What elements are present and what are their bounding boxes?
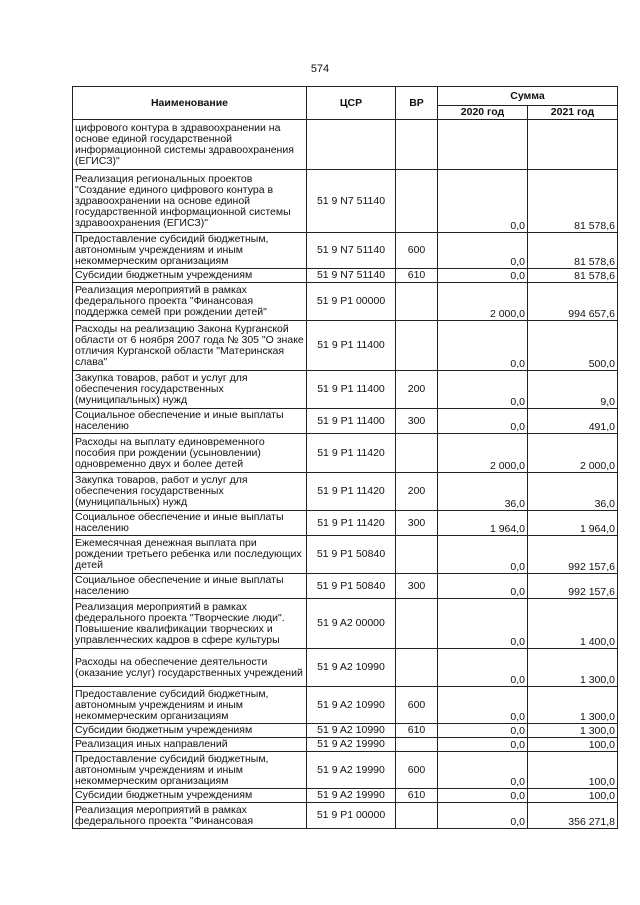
row-name: Социальное обеспечение и иные выплаты населению	[73, 409, 307, 434]
row-sum-2021: 1 300,0	[528, 649, 618, 687]
row-sum-2020: 0,0	[438, 649, 528, 687]
table-row	[73, 752, 618, 789]
row-sum-2020: 0,0	[438, 738, 528, 752]
header-sum: Сумма	[438, 87, 618, 106]
row-sum-2021	[528, 120, 618, 170]
row-name: Расходы на реализацию Закона Курганской области от 6 ноября 2007 года № 305 "О знаке отличия Курганской области "Материнская слава"	[73, 321, 307, 371]
table-row	[73, 511, 618, 536]
table-row	[73, 574, 618, 599]
row-name: Реализация иных направлений	[73, 738, 307, 752]
table-row	[73, 536, 618, 574]
row-sum-2020: 0,0	[438, 409, 528, 434]
budget-table	[72, 86, 618, 829]
row-sum-2020: 0,0	[438, 599, 528, 649]
row-sum-2021: 491,0	[528, 409, 618, 434]
row-sum-2021: 100,0	[528, 789, 618, 803]
row-sum-2021: 81 578,6	[528, 233, 618, 269]
table-row	[73, 803, 618, 829]
row-csr: 51 9 P1 11400	[307, 409, 396, 434]
row-name: Предоставление субсидий бюджетным, автономным учреждениям и иным некоммерческим организациям	[73, 687, 307, 724]
row-vr	[396, 120, 438, 170]
row-sum-2021: 992 157,6	[528, 536, 618, 574]
table-row	[73, 599, 618, 649]
row-csr: 51 9 P1 11400	[307, 371, 396, 409]
header-name: Наименование	[73, 87, 307, 120]
row-csr: 51 9 P1 00000	[307, 803, 396, 829]
row-sum-2020: 2 000,0	[438, 434, 528, 473]
table-row	[73, 738, 618, 752]
row-vr	[396, 170, 438, 233]
row-name: Закупка товаров, работ и услуг для обеспечения государственных (муниципальных) нужд	[73, 473, 307, 511]
table-row	[73, 283, 618, 321]
row-sum-2020: 36,0	[438, 473, 528, 511]
row-sum-2020: 0,0	[438, 724, 528, 738]
table-row	[73, 789, 618, 803]
row-csr: 51 9 P1 11420	[307, 473, 396, 511]
row-sum-2021: 100,0	[528, 738, 618, 752]
row-csr: 51 9 A2 19990	[307, 752, 396, 789]
header-vr: ВР	[396, 87, 438, 120]
row-sum-2020: 0,0	[438, 687, 528, 724]
row-name: Социальное обеспечение и иные выплаты населению	[73, 574, 307, 599]
row-sum-2021: 992 157,6	[528, 574, 618, 599]
row-vr	[396, 803, 438, 829]
row-sum-2021: 356 271,8	[528, 803, 618, 829]
row-vr	[396, 536, 438, 574]
row-vr	[396, 738, 438, 752]
row-sum-2020: 0,0	[438, 170, 528, 233]
row-name: Предоставление субсидий бюджетным, автономным учреждениям и иным некоммерческим организациям	[73, 752, 307, 789]
row-sum-2020: 0,0	[438, 789, 528, 803]
row-sum-2020: 0,0	[438, 321, 528, 371]
row-vr: 600	[396, 233, 438, 269]
row-vr: 600	[396, 687, 438, 724]
row-name: Социальное обеспечение и иные выплаты населению	[73, 511, 307, 536]
row-csr: 51 9 A2 19990	[307, 789, 396, 803]
row-name: Реализация мероприятий в рамках федерального проекта "Финансовая	[73, 803, 307, 829]
table-row	[73, 724, 618, 738]
table-row	[73, 269, 618, 283]
row-name: Предоставление субсидий бюджетным, автономным учреждениям и иным некоммерческим организациям	[73, 233, 307, 269]
page-number: 574	[310, 63, 330, 75]
row-sum-2020: 0,0	[438, 574, 528, 599]
row-sum-2020: 1 964,0	[438, 511, 528, 536]
row-name: Расходы на обеспечение деятельности (оказание услуг) государственных учреждений	[73, 649, 307, 687]
row-csr: 51 9 A2 00000	[307, 599, 396, 649]
row-sum-2020: 0,0	[438, 269, 528, 283]
row-sum-2021: 2 000,0	[528, 434, 618, 473]
row-csr: 51 9 P1 11400	[307, 321, 396, 371]
row-vr	[396, 599, 438, 649]
table-row	[73, 321, 618, 371]
row-sum-2021: 1 400,0	[528, 599, 618, 649]
table-row	[73, 409, 618, 434]
row-csr: 51 9 P1 00000	[307, 283, 396, 321]
row-name: цифрового контура в здравоохранении на основе единой государственной информационной системы здравоохранения (ЕГИСЗ)"	[73, 120, 307, 170]
row-vr: 300	[396, 574, 438, 599]
header-year-2020: 2020 год	[438, 106, 528, 120]
row-csr: 51 9 N7 51140	[307, 170, 396, 233]
row-csr: 51 9 P1 50840	[307, 536, 396, 574]
row-vr: 200	[396, 473, 438, 511]
row-sum-2021: 500,0	[528, 321, 618, 371]
row-vr	[396, 321, 438, 371]
table-row	[73, 233, 618, 269]
row-vr: 300	[396, 409, 438, 434]
row-csr: 51 9 A2 10990	[307, 724, 396, 738]
row-sum-2021: 1 300,0	[528, 724, 618, 738]
row-name: Реализация региональных проектов "Создание единого цифрового контура в здравоохранении на основе единой государственной информационной системы здравоохранения (ЕГИСЗ)"	[73, 170, 307, 233]
row-sum-2020	[438, 120, 528, 170]
row-sum-2021: 9,0	[528, 371, 618, 409]
table-row	[73, 434, 618, 473]
table-row	[73, 170, 618, 233]
row-name: Субсидии бюджетным учреждениям	[73, 724, 307, 738]
row-sum-2021: 100,0	[528, 752, 618, 789]
row-vr: 200	[396, 371, 438, 409]
row-sum-2020: 0,0	[438, 536, 528, 574]
row-sum-2021: 81 578,6	[528, 170, 618, 233]
row-name: Субсидии бюджетным учреждениям	[73, 269, 307, 283]
row-csr	[307, 120, 396, 170]
table-row	[73, 649, 618, 687]
table-row	[73, 371, 618, 409]
row-name: Реализация мероприятий в рамках федерального проекта "Финансовая поддержка семей при рождении детей"	[73, 283, 307, 321]
row-csr: 51 9 P1 50840	[307, 574, 396, 599]
row-vr: 610	[396, 269, 438, 283]
header-csr: ЦСР	[307, 87, 396, 120]
row-csr: 51 9 P1 11420	[307, 511, 396, 536]
row-sum-2021: 1 300,0	[528, 687, 618, 724]
row-csr: 51 9 N7 51140	[307, 233, 396, 269]
row-name: Ежемесячная денежная выплата при рождении третьего ребенка или последующих детей	[73, 536, 307, 574]
row-name: Реализация мероприятий в рамках федерального проекта "Творческие люди". Повышение квалификации творческих и управленческих кадров в сфере культуры	[73, 599, 307, 649]
row-vr	[396, 434, 438, 473]
row-sum-2021: 1 964,0	[528, 511, 618, 536]
row-csr: 51 9 P1 11420	[307, 434, 396, 473]
table-row	[73, 120, 618, 170]
row-sum-2020: 0,0	[438, 752, 528, 789]
row-sum-2021: 36,0	[528, 473, 618, 511]
row-vr: 600	[396, 752, 438, 789]
row-vr	[396, 649, 438, 687]
header-year-2021: 2021 год	[528, 106, 618, 120]
row-csr: 51 9 A2 10990	[307, 649, 396, 687]
row-name: Закупка товаров, работ и услуг для обеспечения государственных (муниципальных) нужд	[73, 371, 307, 409]
table-row	[73, 473, 618, 511]
row-vr: 300	[396, 511, 438, 536]
table-row	[73, 687, 618, 724]
row-sum-2020: 0,0	[438, 233, 528, 269]
row-vr: 610	[396, 724, 438, 738]
row-sum-2020: 0,0	[438, 371, 528, 409]
row-csr: 51 9 N7 51140	[307, 269, 396, 283]
row-sum-2021: 81 578,6	[528, 269, 618, 283]
row-vr	[396, 283, 438, 321]
row-sum-2021: 994 657,6	[528, 283, 618, 321]
row-name: Расходы на выплату единовременного пособия при рождении (усыновлении) одновременно двух и более детей	[73, 434, 307, 473]
row-sum-2020: 2 000,0	[438, 283, 528, 321]
row-name: Субсидии бюджетным учреждениям	[73, 789, 307, 803]
row-sum-2020: 0,0	[438, 803, 528, 829]
row-csr: 51 9 A2 10990	[307, 687, 396, 724]
row-vr: 610	[396, 789, 438, 803]
row-csr: 51 9 A2 19990	[307, 738, 396, 752]
